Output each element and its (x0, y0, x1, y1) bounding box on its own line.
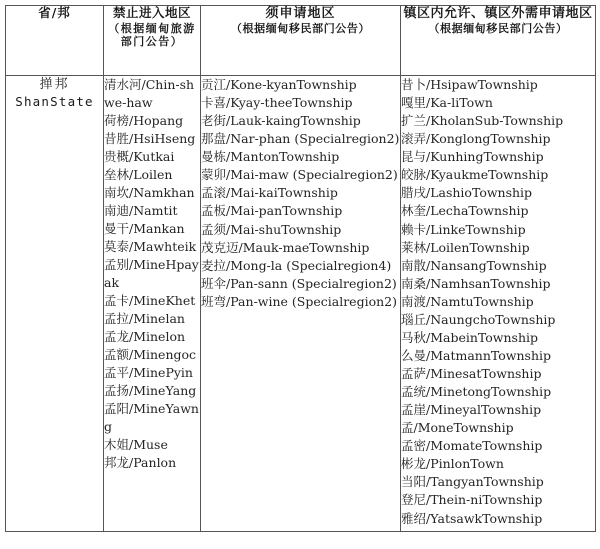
place-entry: 孟须/Mai-shuTownship (201, 221, 342, 237)
place-entry: 茂克迈/Mauk-maeTownship (201, 239, 370, 255)
place-entry: 南桑/NamhsanTownship (401, 275, 551, 291)
place-entry: 雅绍/YatsawkTownship (401, 510, 543, 526)
cell-forbidden-areas (104, 76, 201, 532)
column-header-apply-required-source: （根据缅甸移民部门公告） (230, 22, 371, 36)
place-entry: 清水河/Chin-shwe-haw (104, 77, 195, 110)
table-row (6, 76, 596, 532)
place-entry: 嘎里/Ka-liTown (401, 95, 493, 111)
column-header-province (6, 6, 104, 76)
place-entry: 南坎/Namkhan (104, 185, 195, 200)
header-row (6, 6, 596, 76)
cell-apply-required-areas (201, 76, 401, 532)
place-entry: 贵概/Kutkai (104, 149, 175, 164)
column-header-forbidden-title: 禁止进入地区 (112, 5, 191, 20)
place-entry: 孟板/Mai-panTownship (201, 203, 343, 219)
place-entry: 登尼/Thein-niTownship (401, 492, 543, 508)
place-entry: 蒙卯/Mai-maw (Specialregion2) (201, 167, 398, 183)
place-entry: 贡江/Kone-kyanTownship (201, 77, 357, 92)
place-entry: 孟龙/Minelon (104, 329, 186, 344)
place-entry: 孟密/MomateTownship (401, 438, 543, 454)
place-entry: 卡喜/Kyay-theeTownship (201, 95, 353, 111)
table-header (6, 6, 596, 76)
place-entry: 孟统/MinetongTownship (401, 384, 552, 400)
place-entry: 莱林/LoilenTownship (401, 239, 530, 255)
place-entry: 孟额/Minengoc (104, 347, 197, 362)
place-entry: 班伞/Pan-sann (Specialregion2) (201, 275, 397, 291)
place-entry: 扩兰/KholanSub-Township (401, 113, 564, 129)
place-entry: 孟滚/Mai-kaiTownship (201, 185, 338, 201)
place-entry: 腊戌/LashioTownship (401, 185, 533, 201)
place-entry: 荷榜/Hopang (104, 113, 184, 128)
column-header-township-mixed-title: 镇区内允许、镇区外需申请地区 (403, 6, 593, 21)
place-entry: 当阳/TangyanTownship (401, 474, 544, 490)
place-entry: 孟崖/MineyalTownship (401, 402, 542, 418)
place-entry: 南散/NansangTownship (401, 257, 547, 273)
place-entry: 那盘/Nar-phan (Specialregion2) (201, 131, 400, 147)
place-entry: 班弯/Pan-wine (Specialregion2) (201, 293, 397, 309)
place-entry: 彬龙/PinlonTown (401, 456, 504, 472)
place-entry: 昆与/KunhingTownship (401, 149, 544, 165)
place-entry: 孟扬/MineYang (104, 383, 197, 398)
place-entry: 林奎/LechaTownship (401, 203, 529, 219)
apply-required-area-list (201, 76, 400, 311)
province-name-cn: 掸邦 (39, 77, 70, 92)
place-entry: 昔卜/HsipawTownship (401, 77, 538, 92)
place-entry: 莫泰/Mawhteik (104, 239, 197, 254)
place-entry: 赖卡/LinkeTownship (401, 221, 526, 237)
place-entry: 垒林/Loilen (104, 167, 173, 182)
place-entry: 昔胜/HsiHseng (104, 131, 196, 146)
place-entry: 孟平/MinePyin (104, 365, 193, 380)
place-entry: 南渡/NamtuTownship (401, 293, 534, 309)
place-entry: 木姐/Muse (104, 437, 168, 452)
place-entry: 皎脉/KyaukmeTownship (401, 167, 549, 183)
place-entry: 孟卡/MineKhet (104, 293, 196, 308)
column-header-province-title: 省/邦 (38, 5, 71, 20)
cell-province (6, 76, 104, 532)
place-entry: 邦龙/Panlon (104, 455, 177, 470)
place-entry: 孟别/MineHpayak (104, 257, 199, 290)
place-entry: 么曼/MatmannTownship (401, 347, 552, 363)
place-entry: 南迪/Namtit (104, 203, 178, 218)
township-mixed-area-list (401, 76, 595, 528)
place-entry: 孟拉/Minelan (104, 311, 185, 326)
place-entry: 曼干/Mankan (104, 221, 185, 236)
place-entry: 马秋/MabeinTownship (401, 329, 539, 345)
place-entry: 瑙丘/NaungchoTownship (401, 311, 556, 327)
column-header-township-mixed (401, 6, 596, 76)
place-entry: 孟/MoneTownship (401, 420, 514, 436)
column-header-apply-required (201, 6, 401, 76)
permit-restrictions-table (5, 5, 596, 532)
place-entry: 曼栋/MantonTownship (201, 149, 340, 165)
place-entry: 孟阳/MineYawng (104, 401, 199, 434)
place-entry: 麦拉/Mong-la (Specialregion4) (201, 257, 392, 273)
place-entry: 孟萨/MinesatTownship (401, 366, 542, 381)
forbidden-area-list (104, 76, 200, 472)
cell-township-mixed-areas (401, 76, 596, 532)
column-header-apply-required-title: 须申请地区 (265, 6, 336, 21)
column-header-township-mixed-source: （根据缅甸移民部门公告） (428, 22, 568, 36)
province-name-en: ShanState (15, 93, 94, 109)
place-entry: 老街/Lauk-kaingTownship (201, 113, 361, 129)
column-header-forbidden-source: （根据缅甸旅游部门公告） (108, 21, 196, 48)
place-entry: 滚弄/KonglongTownship (401, 131, 551, 147)
column-header-forbidden (104, 6, 201, 76)
table-body (6, 76, 596, 532)
